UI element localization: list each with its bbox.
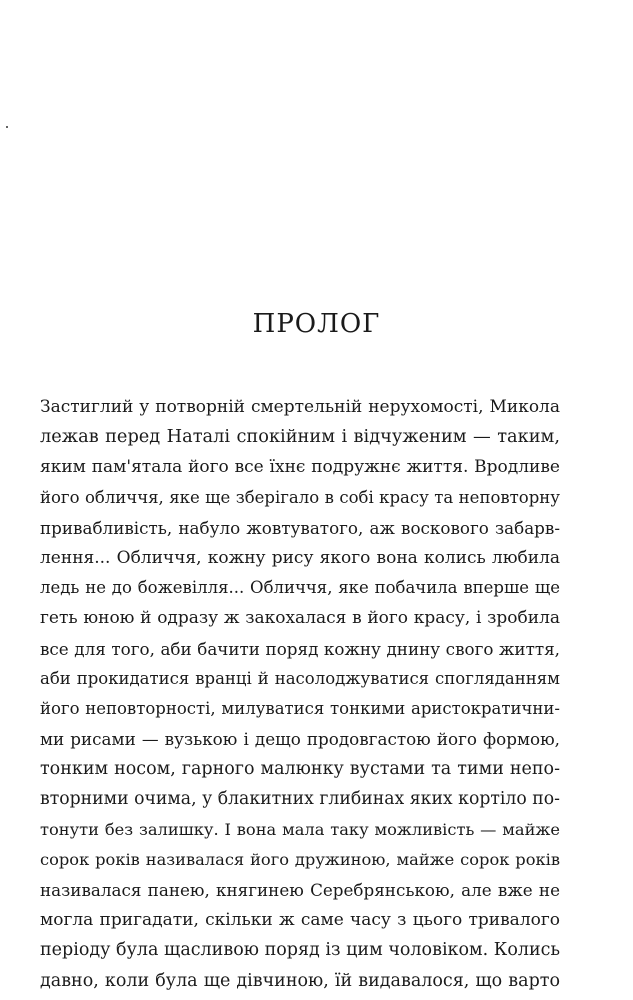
text-line: давно, коли була ще дівчиною, їй видавалося, що варто — [40, 970, 560, 991]
text-line: тонути без залишку. І вона мала таку можливість — майже — [40, 819, 560, 839]
text-line: вторними очима, у блакитних глибинах яких кортіло по- — [40, 789, 560, 810]
text-line: називалася панею, княгинею Серебрянською, але вже не — [40, 880, 560, 900]
text-line: лення... Обличчя, кожну рису якого вона колись любила — [40, 547, 560, 568]
text-line: його обличчя, яке ще зберігало в собі красу та неповторну — [40, 487, 560, 507]
text-line: сорок років називалася його дружиною, майже сорок років — [40, 849, 560, 869]
text-line: геть юною й одразу ж закохалася в його красу, і зробила — [40, 608, 560, 629]
text-line: ми рисами — вузькою і дещо продовгастою його формою, — [40, 729, 560, 750]
text-line: привабливість, набуло жовтуватого, аж воскового забарв- — [40, 517, 560, 538]
chapter-title: ПРОЛОГ — [252, 309, 381, 340]
text-line: його неповторності, милуватися тонкими аристократични- — [40, 698, 560, 718]
text-line: Застиглий у потворній смертельній нерухомості, Микола — [40, 397, 560, 417]
text-line: аби прокидатися вранці й насолоджуватися спогляданням — [40, 668, 560, 688]
body-text — [40, 392, 560, 996]
paper-speck — [6, 126, 8, 128]
text-line: ледь не до божевілля... Обличчя, яке побачила вперше ще — [40, 578, 560, 598]
text-line: періоду була щасливою поряд із цим чоловіком. Колись — [40, 940, 560, 961]
text-line: лежав перед Наталі спокійним і відчуженим — таким, — [40, 427, 560, 448]
text-line: все для того, аби бачити поряд кожну днину свого життя, — [40, 638, 560, 659]
text-line: могла пригадати, скільки ж саме часу з цього тривалого — [40, 910, 560, 931]
text-line: тонким носом, гарного малюнку вустами та тими непо- — [40, 759, 560, 780]
text-line: яким пам'ятала його все їхнє подружнє життя. Вродливе — [40, 457, 560, 478]
